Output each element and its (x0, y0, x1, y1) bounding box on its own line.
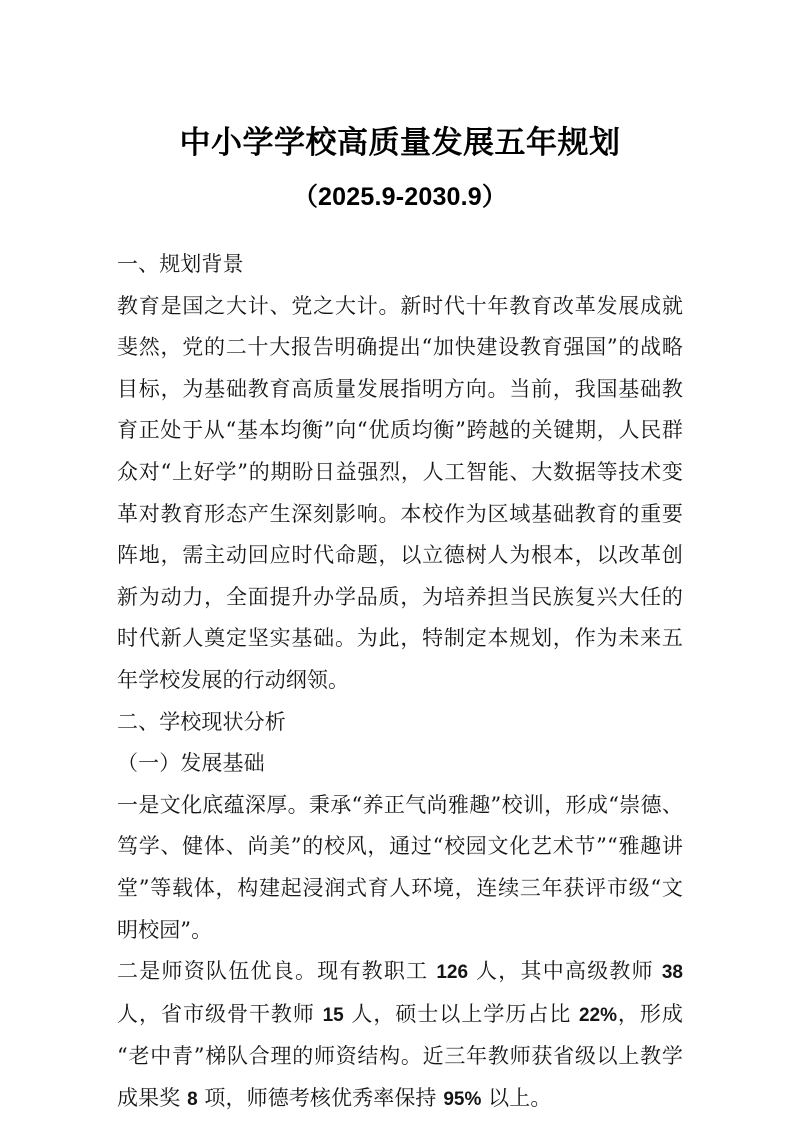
subsection-heading-2-1: （一）发展基础 (117, 751, 265, 776)
inline-number: 126 (436, 962, 469, 984)
section-1-paragraph-1: 教育是国之大计、党之大计。新时代十年教育改革发展成就斐然，党的二十大报告明确提出“加快建设教育强国”的战略目标，为基础教育高质量发展指明方向。当前，我国基础教育正处于从“基本均衡”向“优质均衡”跨越的关键期，人民群众对“上好学”的期盼日益强烈，人工智能、大数据等技术变革对教育形态产生深刻影响。本校作为区域基础教育的重要阵地，需主动回应时代命题，以立德树人为根本，以改革创新为动力，全面提升办学品质，为培养担当民族复兴大任的时代新人奠定坚实基础。为此，特制定本规划，作为未来五年学校发展的行动纲领。 (117, 293, 683, 692)
inline-number: 38 (661, 962, 683, 984)
inline-number: 15 (322, 1004, 344, 1026)
section-heading-2: 二、学校现状分析 (117, 709, 286, 734)
inline-number: 8 (187, 1088, 198, 1110)
subsection-2-1-paragraph-2: 二是师资队伍优良。现有教职工 126 人，其中高级教师 38 人，省市级骨干教师 15 人，硕士以上学历占比 22%，形成“老中青”梯队合理的师资结构。近三年教师获省级以上教学成果奖 8 项，师德考核优秀率保持 95% 以上。 (117, 959, 683, 1110)
document-body (117, 214, 683, 1120)
inline-number: 22% (578, 1004, 618, 1026)
document-content (117, 0, 683, 1120)
document-subtitle: （2025.9-2030.9） (292, 183, 508, 211)
subsection-2-1-paragraph-1: 一是文化底蕴深厚。秉承“养正气尚雅趣”校训，形成“崇德、笃学、健体、尚美”的校风，通过“校园文化艺术节”“雅趣讲堂”等载体，构建起浸润式育人环境，连续三年获评市级“文明校园”。 (117, 792, 683, 942)
document-title: 中小学学校高质量发展五年规划 (179, 125, 621, 160)
section-heading-1: 一、规划背景 (117, 252, 244, 276)
inline-number: 95% (443, 1088, 482, 1110)
